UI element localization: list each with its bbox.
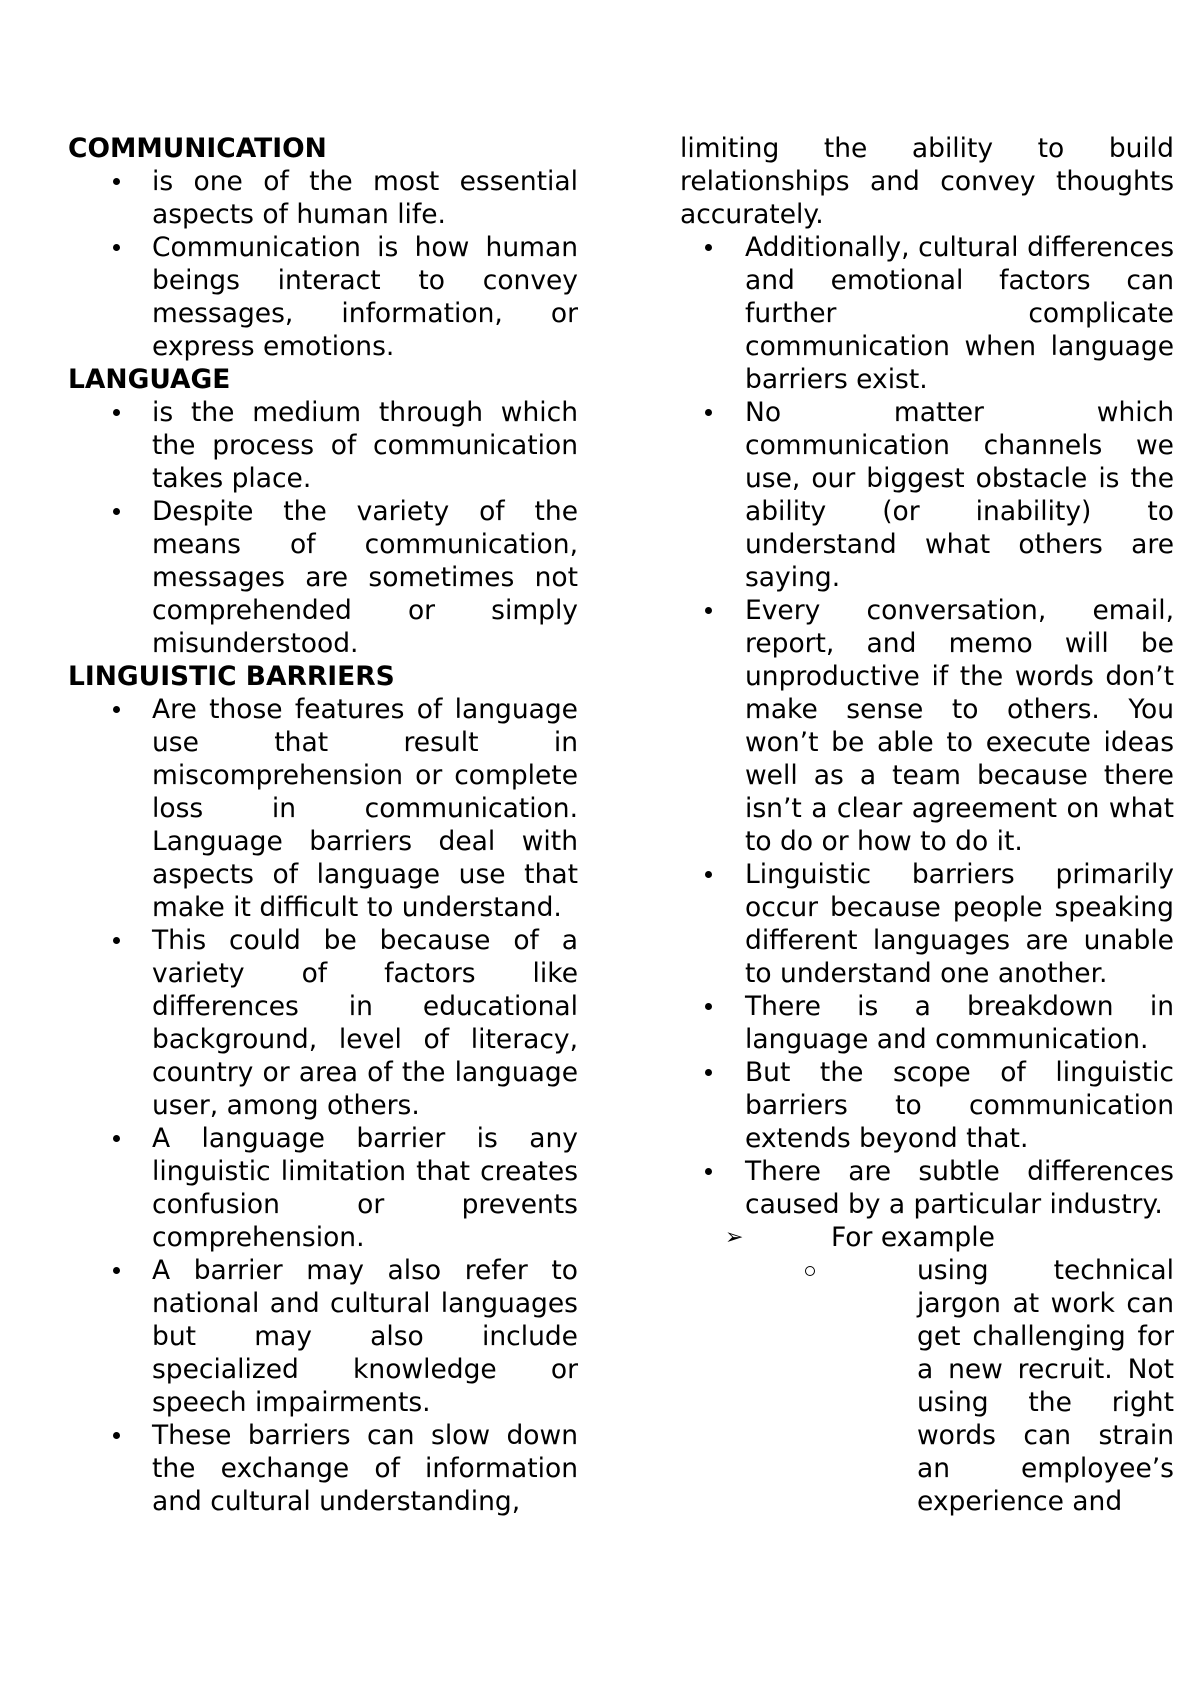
bullet-item: But the scope of linguistic barriers to communication extends beyond that. [680, 1056, 1174, 1155]
bullet-item: A language barrier is any linguistic limitation that creates confusion or prevents comprehension. [68, 1122, 578, 1254]
linguistic-barriers-bullet-list [68, 693, 578, 1518]
example-sub-list [680, 1221, 1174, 1254]
example-sub-sub-list [680, 1254, 1174, 1518]
heading-linguistic-barriers: LINGUISTIC BARRIERS [68, 661, 395, 692]
bullet-item: is one of the most essential aspects of human life. [68, 165, 578, 231]
right-column [680, 132, 1174, 1518]
bullet-item: These barriers can slow down the exchange of information and cultural understanding, [68, 1419, 578, 1518]
bullet-item: There are subtle differences caused by a particular industry. [680, 1155, 1174, 1221]
bullet-item: is the medium through which the process of communication takes place. [68, 396, 578, 495]
bullet-item: Additionally, cultural differences and emotional factors can further complicate communication when language barriers exist. [680, 231, 1174, 396]
heading-language: LANGUAGE [68, 364, 231, 395]
bullet-item: Despite the variety of the means of communication, messages are sometimes not comprehended or simply misunderstood. [68, 495, 578, 660]
bullet-item: Are those features of language use that result in miscomprehension or complete loss in communication. Language barriers deal with aspects of language use that make it difficult to understand. [68, 693, 578, 924]
bullet-item: This could be because of a variety of factors like differences in educational background, level of literacy, country or area of the language user, among others. [68, 924, 578, 1122]
continuation-text: limiting the ability to build relationships and convey thoughts accurately. [680, 133, 1174, 230]
bullet-item: Communication is how human beings interact to convey messages, information, or express emotions. [68, 231, 578, 363]
bullet-item: No matter which communication channels we use, our biggest obstacle is the ability (or inability) to understand what others are saying. [680, 396, 1174, 594]
bullet-item: Every conversation, email, report, and memo will be unproductive if the words don’t make sense to others. You won’t be able to execute ideas well as a team because there isn’t a clear agreement on what to do or how to do it. [680, 594, 1174, 858]
communication-bullet-list [68, 165, 578, 363]
left-column [68, 132, 578, 1518]
heading-communication: COMMUNICATION [68, 133, 327, 164]
right-bullet-list [680, 132, 1174, 1221]
bullet-item: A barrier may also refer to national and cultural languages but may also include specialized knowledge or speech impairments. [68, 1254, 578, 1419]
bullet-item: Linguistic barriers primarily occur because people speaking different languages are unable to understand one another. [680, 858, 1174, 990]
language-bullet-list [68, 396, 578, 660]
bullet-item: There is a breakdown in language and communication. [680, 990, 1174, 1056]
sub-bullet-for-example: ➢ For example [680, 1221, 1174, 1254]
sub-sub-bullet-item: using technical jargon at work can get challenging for a new recruit. Not using the right words can strain an employee’s experience and [680, 1254, 1174, 1518]
